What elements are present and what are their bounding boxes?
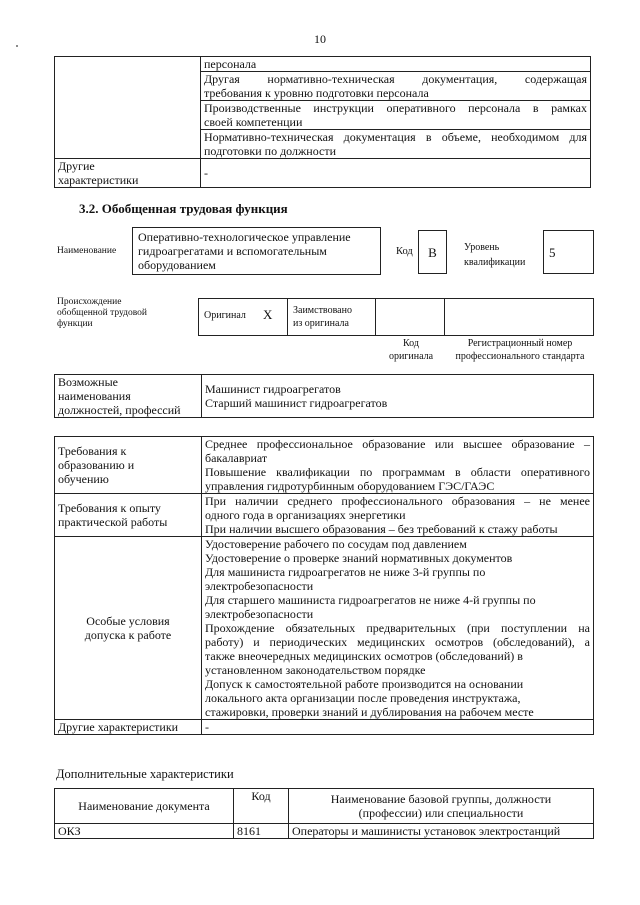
value-line: Повышение квалификации по программам в области оперативного — [205, 465, 590, 479]
cell-text: Нормативно-техническая документация в объеме, необходимом для — [204, 130, 587, 144]
code-original-caption — [378, 337, 444, 363]
other-characteristics-label: Другие характеристики — [55, 720, 202, 735]
label-line: Возможные — [58, 375, 118, 389]
label-line: из оригинала — [293, 318, 349, 329]
top-continuation-table — [54, 56, 591, 188]
table-cell — [201, 130, 591, 159]
label-line: Особые условия — [86, 614, 170, 628]
caption-line: Код — [403, 338, 419, 349]
value-line: Среднее профессиональное образование или высшее образование – — [205, 437, 590, 451]
label-line: характеристики — [58, 173, 139, 187]
table-row — [55, 159, 591, 188]
row-name: Операторы и машинисты установок электростанций — [289, 824, 594, 839]
special-conditions-label — [55, 537, 202, 720]
education-label — [55, 437, 202, 494]
cell-text: Производственные инструкции оперативного персонала в рамках — [204, 101, 587, 115]
other-characteristics-value: - — [202, 720, 594, 735]
label-line: практической работы — [58, 515, 168, 529]
function-name-line: оборудованием — [138, 258, 216, 272]
original-mark: X — [263, 307, 273, 322]
table-cell — [201, 72, 591, 101]
table-cell — [201, 101, 591, 130]
value-line: электробезопасности — [205, 607, 314, 621]
label-line: квалификации — [464, 257, 526, 268]
special-conditions-value — [202, 537, 594, 720]
col-header-code: Код — [234, 789, 289, 824]
requirements-table — [54, 436, 594, 735]
level-value-box: 5 — [543, 230, 594, 274]
original-label: Оригинал — [204, 310, 246, 321]
section-heading: 3.2. Обобщенная трудовая функция — [79, 201, 288, 216]
cell-text: своей компетенции — [204, 115, 303, 129]
value-line: Допуск к самостоятельной работе производится на основании — [205, 677, 524, 691]
cell-text: персонала — [204, 57, 257, 71]
label-line: Требования к опыту — [58, 501, 161, 515]
value-line: работу) и периодических медицинских осмотров (обследований), а — [205, 635, 590, 649]
label-line: Происхождение — [57, 297, 122, 307]
label-line: Заимствовано — [293, 305, 352, 316]
table-cell — [201, 57, 591, 72]
value-line: При наличии среднего профессионального образования – не менее — [205, 494, 590, 508]
label-line: Уровень — [464, 242, 500, 253]
value-line: также внеочередных медицинских осмотров (обследований) в — [205, 649, 523, 663]
value-line: Для машиниста гидроагрегатов не ниже 3-й группы по — [205, 565, 486, 579]
possible-names-table — [54, 374, 594, 418]
label-line: Другие — [58, 159, 95, 173]
possible-names-value — [202, 375, 594, 418]
education-value — [202, 437, 594, 494]
caption-line: профессионального стандарта — [455, 351, 585, 362]
label-line: должностей, профессий — [58, 403, 181, 417]
level-label — [464, 240, 525, 270]
row-code: 8161 — [234, 824, 289, 839]
value-line: локального акта организации после проведения инструктажа, — [205, 691, 521, 705]
label-line: образованию и — [58, 458, 135, 472]
code-value-box: В — [418, 230, 447, 274]
other-characteristics-label — [55, 159, 201, 188]
caption-line: оригинала — [388, 351, 434, 362]
function-name-line: Оперативно-технологическое управление — [138, 230, 351, 244]
col-header-document: Наименование документа — [55, 789, 234, 824]
experience-value — [202, 494, 594, 537]
value-line: стажировки, проверки знаний и дублирования на рабочем месте — [205, 705, 534, 719]
page-number: 10 — [314, 32, 326, 46]
label-line: функции — [57, 319, 93, 329]
table-row — [55, 537, 594, 720]
experience-label — [55, 494, 202, 537]
additional-title: Дополнительные характеристики — [56, 767, 234, 781]
label-line: обучению — [58, 472, 109, 486]
table-row — [55, 824, 594, 839]
divider — [375, 298, 376, 336]
table-cell-empty — [55, 57, 201, 159]
value-line: Прохождение обязательных предварительных (при поступлении на — [205, 621, 590, 635]
name-label: Наименование — [57, 246, 117, 256]
cell-text: требования к уровню подготовки персонала — [204, 86, 429, 100]
value-line: Для старшего машиниста гидроагрегатов не ниже 4-й группы по — [205, 593, 536, 607]
value-line: электробезопасности — [205, 579, 314, 593]
value-line: Старший машинист гидроагрегатов — [205, 396, 388, 410]
label-line: Требования к — [58, 444, 127, 458]
table-header-row — [55, 789, 594, 824]
value-line: Удостоверение рабочего по сосудам под давлением — [205, 537, 467, 551]
value-line: управления гидротурбинным оборудованием ГЭС/ГАЭС — [205, 479, 495, 493]
code-label: Код — [396, 246, 413, 257]
table-row — [55, 720, 594, 735]
row-document: ОКЗ — [55, 824, 234, 839]
divider — [444, 298, 445, 336]
col-header-name — [289, 789, 594, 824]
table-row — [55, 437, 594, 494]
table-row — [55, 494, 594, 537]
value-line: Машинист гидроагрегатов — [205, 382, 341, 396]
possible-names-label — [55, 375, 202, 418]
header-line: Наименование базовой группы, должности — [330, 792, 552, 806]
function-name-line: гидроагрегатами и вспомогательным — [138, 244, 327, 258]
table-row — [55, 375, 594, 418]
reg-number-caption — [446, 337, 594, 363]
table-row — [55, 57, 591, 72]
origin-label — [57, 297, 147, 330]
cell-text: Другая нормативно-техническая документация, содержащая — [204, 72, 587, 86]
origin-row — [198, 298, 594, 336]
value-line: одного года в организациях энергетики — [205, 508, 406, 522]
other-characteristics-value: - — [201, 159, 591, 188]
additional-table — [54, 788, 594, 839]
label-line: допуска к работе — [84, 628, 172, 642]
caption-line: Регистрационный номер — [467, 338, 573, 349]
value-line: При наличии высшего образования – без требований к стажу работы — [205, 522, 558, 536]
function-name-box — [132, 227, 381, 275]
header-line: (профессии) или специальности — [358, 806, 524, 820]
value-line: Удостоверение о проверке знаний нормативных документов — [205, 551, 513, 565]
value-line: установленном законодательством порядке — [205, 663, 426, 677]
borrowed-label — [293, 304, 352, 330]
divider — [287, 298, 288, 336]
value-line: бакалавриат — [205, 451, 268, 465]
cell-text: подготовки по должности — [204, 144, 337, 158]
scan-speck — [16, 45, 18, 47]
label-line: наименования — [58, 389, 131, 403]
label-line: обобщенной трудовой — [57, 308, 147, 318]
